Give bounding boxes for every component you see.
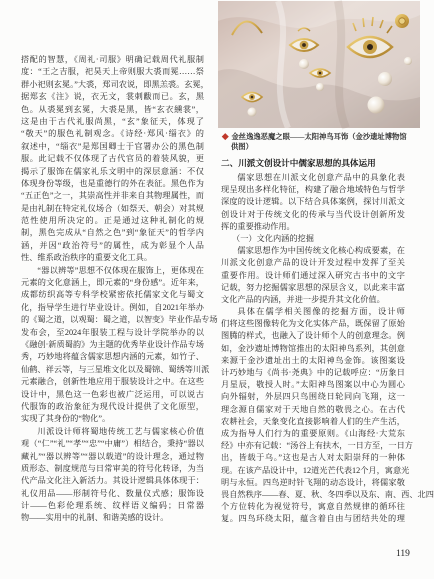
text-line: 成都纺织高等专科学校紧密依托儒家文化与蜀文 [21,290,204,300]
eye-pupil [367,44,373,50]
text-line: 制，黑色完成从“自然之色”到“象征天”的哲学内 [21,228,204,238]
text-line: 礼仪用品——形制符号化、数量仪式感；服饰设 [21,488,204,498]
text-line: 秀，巧妙地将蕴含儒家思想内涵的元素，如竹子、 [21,352,204,362]
paragraph [221,172,405,233]
text-line: 重要作用。设计师们通过深入研究古书中的文字 [221,270,405,280]
text-line: 仙鹤、祥云等，与三星堆文化以及蜀锦、蜀绣等川派 [21,364,210,374]
text-line: 图腾的样式，也融入了设计师个人的创意理念。例 [221,331,405,341]
text-line: 据郑玄《注》说，衣无文，裳刺黻而已。玄，黑 [21,92,204,102]
earrings-photo-graphic [218,1,420,128]
text-line: 儒家思想在川派文化创意产品中的具象化表 [237,173,405,182]
paragraph [221,245,405,306]
text-line: 涵，并因“政治符号”的属性，成为彰显个人品 [21,240,204,250]
text-line: 经》中亦有记载：“汤谷上有扶木，一日方至，一日方 [221,441,413,451]
text-line: 体现身份等级，也是重德行的外在表征。黑色作为 [21,178,204,188]
text-line: 挥的重要推动作用。 [221,221,295,231]
text-line: 川派文化创意产品的设计开发过程中发挥了至关 [221,258,405,268]
figure-caption [222,132,414,152]
text-line: 川派设计师将蜀地传统工艺与儒家核心价值 [37,426,204,436]
text-line: 具体在儒学相关图像的挖掘方面，设计师 [237,307,405,317]
text-line: “敬天”的服色礼制观念。《诗经·郑风·缁衣》的 [21,129,204,139]
right-column [221,157,434,525]
page-number: 119 [396,549,410,559]
pearl-drop [248,108,257,117]
text-line: 度：“王之吉服，祀昊天上帝则服大裘而冕……祭 [21,67,204,77]
eye-pupil [251,96,254,99]
paragraph [21,265,218,426]
caption-line [222,132,414,142]
text-line: 创设计对于传统文化的传承与当代设计创新所发 [221,209,405,219]
caption-bullet-icon [222,133,228,139]
caption-line: 供图） [231,142,253,151]
left-column [21,54,218,525]
text-line: 设计中，黑色这一色彩也被广泛运用，可以说古 [21,389,204,399]
text-line: 月星辰，敬授人时。”太阳神鸟图案以中心为圆心 [221,380,405,390]
text-line: 搭配的智慧，《周礼·司服》明确记载周代礼服制 [21,55,204,64]
text-line: 揭示了服饰在儒家礼乐文明中的深层意涵：不仅 [21,166,204,176]
text-line: 儒家思想作为中国传统文化核心构成要素，在 [237,246,405,256]
text-line: 明与永恒。四鸟逆时针飞翔的动态设计，将儒家敬 [221,477,405,487]
eye-pupil [302,43,306,47]
text-line: 是由礼制在特定礼仪场合（如祭天、朝会）对其规 [21,203,204,213]
text-line: 记载，努力挖掘儒家思想的深层含义，以此来丰富 [221,282,405,292]
text-line: 服。此记载不仅体现了古代官员的着装风貌，更 [21,154,204,164]
text-line: 农耕社会，天象变化直接影响着人们的生产生活， [221,416,405,426]
text-line: “器以辨等”思想不仅体现在服饰上，更体现在 [37,265,204,275]
text-line: 观（“仁”“礼”“孝”“忠”“中庸”）相结合，秉持“器以 [21,439,204,449]
text-line: 化，指导学生进行毕业设计。例如，自2021年举办 [21,302,204,312]
text-line: 叙述中，“缁衣”是郑国卿士于官署办公的黑色制 [21,141,204,151]
text-line: 元素的文化意涵上，即元素的“身份感”。近年来， [21,278,204,288]
text-line: 来源于金沙遗址出土的太阳神鸟金饰。该图案设 [221,355,405,365]
eye-pupil [319,72,322,75]
text-line: 代服饰的政治象征为现代设计提供了文化原型， [21,401,204,411]
text-line: 成为指导人们行为的重要原则。《山海经·大荒东 [221,428,405,438]
text-line: 现呈现出多样化特征，构建了融合地域特色与哲学 [221,185,405,195]
text-line: 的《蜀之道，以观蜀：蜀之道，以智变》毕业作品专场 [21,315,218,325]
paragraph [21,426,204,525]
pearl [368,97,385,114]
earrings-photo [218,1,420,128]
text-line: 出，皆载于乌。”这也是古人对太阳崇拜的一种体 [221,453,405,463]
paragraph [221,306,434,525]
text-line: 范性使用所决定的。正是通过这种礼制化的规 [21,216,204,226]
text-line: 们将这些图像转化为文化实体产品，既保留了原始 [221,319,405,329]
text-line: 计巧妙地与《尚书·尧典》中的记载呼应：“历象日 [221,368,405,377]
text-line: 实现了其身份的“物化”。 [21,414,111,424]
text-line: “五正色”之一，其崇高性并非来自其物理属性，而 [21,191,204,201]
text-line: 复。四鸟环绕太阳，蕴含着自由与团结共处的理 [221,514,405,524]
text-line: 物——实用中的礼制、和谐美感的设计。 [21,513,169,523]
text-line: 元素融合，创新性地应用于服装设计之中。在这些 [21,377,204,387]
pearl [404,57,412,65]
sun-charm [395,14,409,28]
subsection-heading: （一）文化内涵的挖掘 [232,233,314,243]
text-line: 藏礼”“器以辨等”“器以载道”的设计理念，通过物 [21,451,204,461]
pearl-drop [316,83,324,91]
pearl-drop [378,72,392,86]
text-line: 性、维系政治秩序的重要文化工具。 [21,253,153,263]
text-line: 色。从裘冕到玄冕，大裘是黑，皆“玄衣纁裳”， [21,104,204,114]
text-line: 代产品文化注入新活力。其设计逻辑具体体现于： [21,476,204,486]
text-line: 群小祀则玄冕。”大裘，郑司农说，即黑羔裘。玄冕， [21,79,209,89]
text-line: 现。在该产品设计中，12道光芒代表12个月，寓意光 [221,465,410,475]
text-line: 深度的设计逻辑。以下结合具体案例，探讨川派文 [221,197,405,207]
text-line: 计——色彩伦理系统、纹样语义编码；日常器 [21,501,204,511]
caption-text: 金丝逸逸恶魔之眼——太阳神鸟耳饰（金沙遗址博物馆 [231,132,407,141]
text-line: 质形态、制度规范与日常审美的符号化转译，为当 [21,463,204,473]
section-heading: 二、川派文创设计中儒家思想的具体运用 [221,158,376,168]
text-line: 文化产品的内涵，并进一步提升其文化价值。 [221,294,385,304]
pearl-drop [299,59,309,69]
paragraph [21,54,209,265]
text-line: 畏自然秩序——春、夏、秋、冬四季以及东、南、西、北四 [221,489,434,499]
text-line: 发布会，至2024年服装工程与设计学院举办的以 [21,327,204,337]
text-line: 如，金沙遗址博物馆推出的太阳神鸟系列，其创意 [221,343,405,353]
sun-charm-center [399,18,405,24]
text-line: 理念源自儒家对于天地自然的敬畏之心。在古代 [221,404,405,414]
text-line: 个方位转化为视觉符号，寓意自然规律的循环往 [221,502,405,512]
text-line: 向外辐射，外层四只鸟围绕日轮同向飞翔，这一 [221,392,405,402]
text-line: 《融创·新质蜀韵》为主题的优秀毕业设计作品专场 [21,339,204,349]
text-line: 这是由于古代礼服尚黑，“玄”象征天，体现了 [21,116,204,126]
